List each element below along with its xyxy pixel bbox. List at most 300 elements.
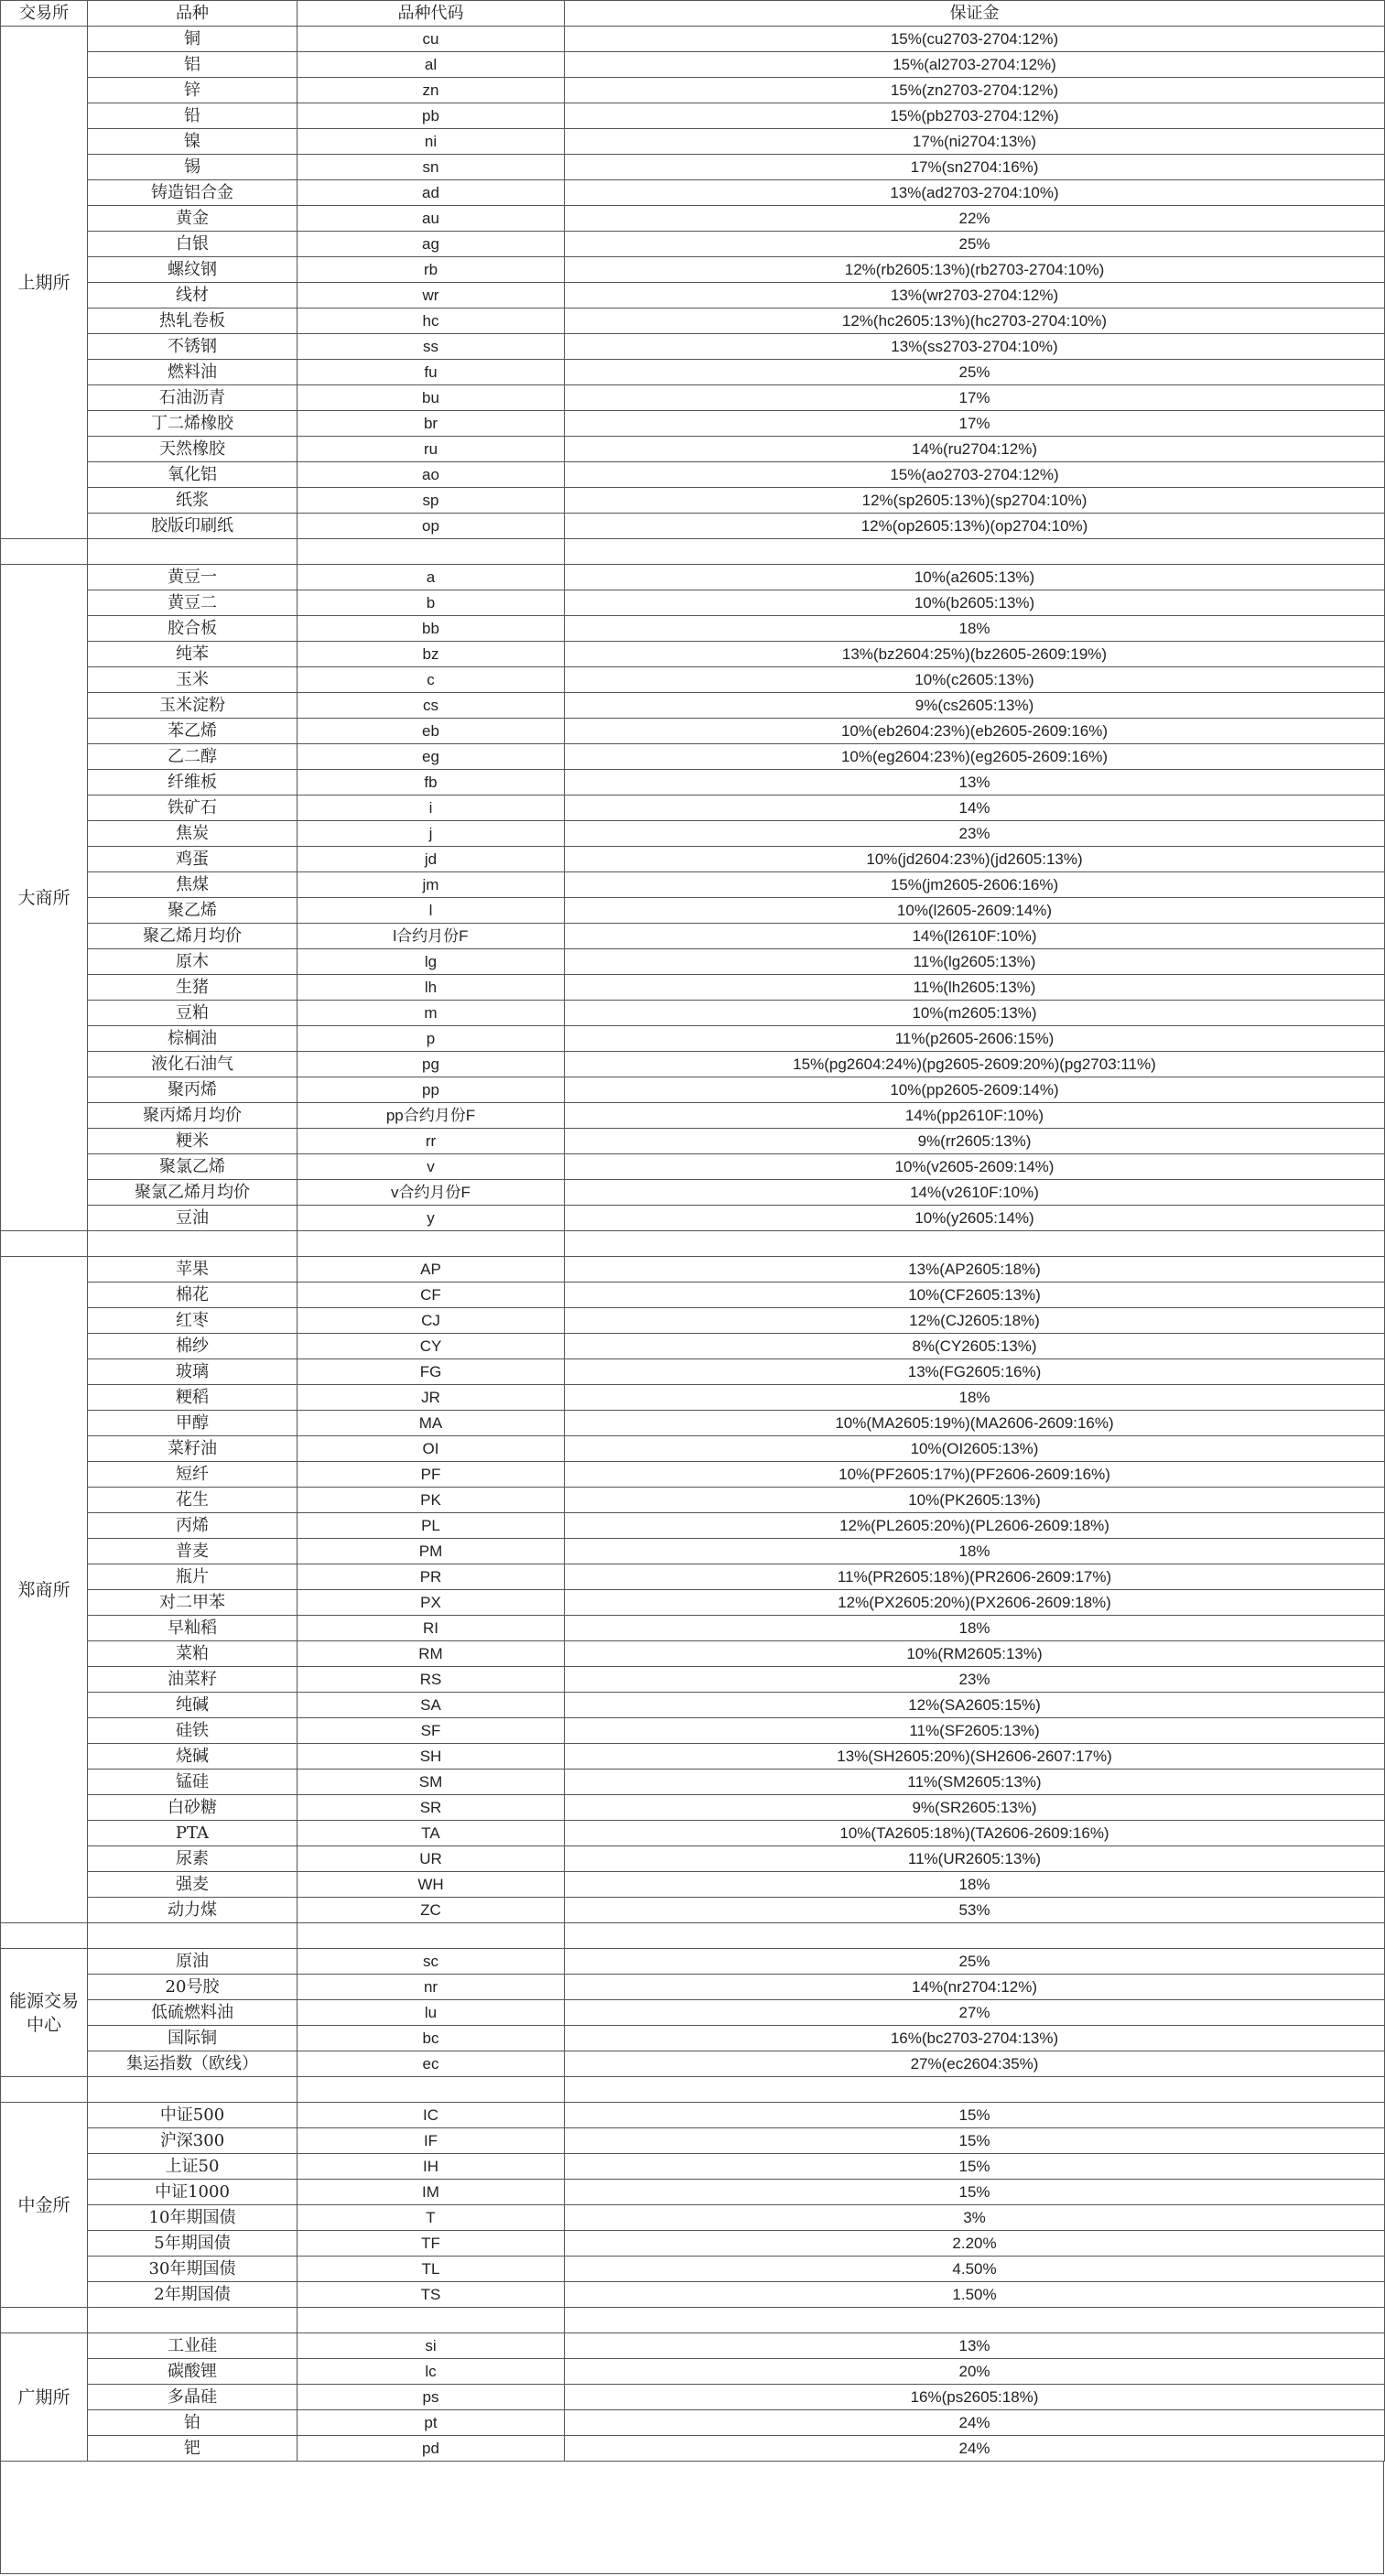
code-cell: RM <box>298 1641 565 1667</box>
margin-cell: 4.50% <box>565 2257 1385 2282</box>
variety-cell: 玉米淀粉 <box>88 693 298 719</box>
code-cell: jm <box>298 872 565 898</box>
margin-cell: 15%(pb2703-2704:12%) <box>565 103 1385 129</box>
table-row <box>1 2257 1385 2282</box>
variety-cell: 石油沥青 <box>88 385 298 411</box>
empty-cell <box>88 1231 298 1257</box>
variety-cell: 苯乙烯 <box>88 719 298 744</box>
margin-cell: 2.20% <box>565 2231 1385 2257</box>
code-cell: PK <box>298 1488 565 1513</box>
margin-cell: 15%(zn2703-2704:12%) <box>565 78 1385 103</box>
variety-cell: 白砂糖 <box>88 1795 298 1821</box>
margin-cell: 16%(ps2605:18%) <box>565 2385 1385 2410</box>
variety-cell: 10年期国债 <box>88 2205 298 2231</box>
margin-cell: 10%(y2605:14%) <box>565 1206 1385 1231</box>
margin-cell: 10%(v2605-2609:14%) <box>565 1154 1385 1180</box>
table-row <box>1 2231 1385 2257</box>
variety-cell: 苹果 <box>88 1257 298 1283</box>
code-cell: ss <box>298 334 565 360</box>
margin-cell: 20% <box>565 2359 1385 2385</box>
variety-cell: 铂 <box>88 2410 298 2436</box>
table-row <box>1 2051 1385 2077</box>
variety-cell: 锌 <box>88 78 298 103</box>
margin-cell: 13%(FG2605:16%) <box>565 1359 1385 1385</box>
variety-cell: 聚氯乙烯 <box>88 1154 298 1180</box>
variety-cell: 天然橡胶 <box>88 437 298 462</box>
code-cell: y <box>298 1206 565 1231</box>
table-row <box>1 1949 1385 1975</box>
empty-cell <box>88 1923 298 1949</box>
margin-cell: 11%(SM2605:13%) <box>565 1770 1385 1795</box>
variety-cell: 燃料油 <box>88 360 298 385</box>
margin-cell: 12%(rb2605:13%)(rb2703-2704:10%) <box>565 257 1385 283</box>
variety-cell: 不锈钢 <box>88 334 298 360</box>
variety-cell: 粳稻 <box>88 1385 298 1411</box>
header-margin: 保证金 <box>565 1 1385 27</box>
table-row <box>1 770 1385 796</box>
code-cell: sn <box>298 155 565 180</box>
table-row <box>1 385 1385 411</box>
variety-cell: 菜籽油 <box>88 1436 298 1462</box>
code-cell: IM <box>298 2180 565 2205</box>
table-row <box>1 1436 1385 1462</box>
margin-cell: 14% <box>565 796 1385 821</box>
table-row <box>1 872 1385 898</box>
margin-cell: 13% <box>565 770 1385 796</box>
table-row <box>1 949 1385 975</box>
table-row <box>1 693 1385 719</box>
empty-cell <box>565 2077 1385 2103</box>
table-row <box>1 2154 1385 2180</box>
variety-cell: 瓶片 <box>88 1564 298 1590</box>
code-cell: CF <box>298 1283 565 1308</box>
margin-cell: 15%(pg2604:24%)(pg2605-2609:20%)(pg2703:11%) <box>565 1052 1385 1077</box>
margin-cell: 12%(CJ2605:18%) <box>565 1308 1385 1334</box>
margin-cell: 13%(wr2703-2704:12%) <box>565 283 1385 308</box>
code-cell: lu <box>298 2000 565 2026</box>
margin-cell: 11%(lg2605:13%) <box>565 949 1385 975</box>
variety-cell: 镍 <box>88 129 298 155</box>
table-row <box>1 2333 1385 2359</box>
table-row <box>1 1667 1385 1693</box>
table-row <box>1 744 1385 770</box>
code-cell: ag <box>298 232 565 257</box>
empty-cell <box>88 2077 298 2103</box>
code-cell: OI <box>298 1436 565 1462</box>
variety-cell: 20号胶 <box>88 1975 298 2000</box>
table-row <box>1 1103 1385 1129</box>
variety-cell: 胶合板 <box>88 616 298 642</box>
table-row <box>1 2180 1385 2205</box>
table-row <box>1 565 1385 590</box>
variety-cell: 丁二烯橡胶 <box>88 411 298 437</box>
table-row <box>1 283 1385 308</box>
table-row <box>1 590 1385 616</box>
variety-cell: 工业硅 <box>88 2333 298 2359</box>
margin-cell: 24% <box>565 2436 1385 2462</box>
code-cell: ZC <box>298 1898 565 1923</box>
table-row <box>1 2000 1385 2026</box>
header-code: 品种代码 <box>298 1 565 27</box>
code-cell: sp <box>298 488 565 514</box>
margin-cell: 10%(TA2605:18%)(TA2606-2609:16%) <box>565 1821 1385 1846</box>
table-row <box>1 257 1385 283</box>
code-cell: WH <box>298 1872 565 1898</box>
margin-cell: 18% <box>565 1539 1385 1564</box>
table-row <box>1 1206 1385 1231</box>
margin-cell: 16%(bc2703-2704:13%) <box>565 2026 1385 2051</box>
variety-cell: 豆油 <box>88 1206 298 1231</box>
margin-cell: 18% <box>565 1385 1385 1411</box>
code-cell: l <box>298 898 565 924</box>
variety-cell: 钯 <box>88 2436 298 2462</box>
margin-cell: 10%(eb2604:23%)(eb2605-2609:16%) <box>565 719 1385 744</box>
code-cell: lg <box>298 949 565 975</box>
code-cell: TS <box>298 2282 565 2308</box>
table-row <box>1 1821 1385 1846</box>
margin-cell: 15%(jm2605-2606:16%) <box>565 872 1385 898</box>
variety-cell: 胶版印刷纸 <box>88 514 298 539</box>
code-cell: IF <box>298 2128 565 2154</box>
variety-cell: 铝 <box>88 52 298 78</box>
code-cell: ao <box>298 462 565 488</box>
margin-cell: 9%(SR2605:13%) <box>565 1795 1385 1821</box>
table-row <box>1 616 1385 642</box>
code-cell: al <box>298 52 565 78</box>
spacer-row <box>1 1923 1385 1949</box>
table-row <box>1 1718 1385 1744</box>
code-cell: CJ <box>298 1308 565 1334</box>
variety-cell: 红枣 <box>88 1308 298 1334</box>
margin-cell: 12%(PL2605:20%)(PL2606-2609:18%) <box>565 1513 1385 1539</box>
table-row <box>1 411 1385 437</box>
code-cell: nr <box>298 1975 565 2000</box>
code-cell: IC <box>298 2103 565 2128</box>
margin-cell: 14%(nr2704:12%) <box>565 1975 1385 2000</box>
variety-cell: 强麦 <box>88 1872 298 1898</box>
margin-cell: 15% <box>565 2180 1385 2205</box>
variety-cell: 聚丙烯月均价 <box>88 1103 298 1129</box>
code-cell: AP <box>298 1257 565 1283</box>
margin-cell: 13%(SH2605:20%)(SH2606-2607:17%) <box>565 1744 1385 1770</box>
variety-cell: 对二甲苯 <box>88 1590 298 1616</box>
variety-cell: 原油 <box>88 1949 298 1975</box>
exchange-cell: 广期所 <box>1 2333 88 2462</box>
margin-cell: 18% <box>565 1872 1385 1898</box>
code-cell: SM <box>298 1770 565 1795</box>
margin-cell: 17% <box>565 385 1385 411</box>
table-row <box>1 1077 1385 1103</box>
variety-cell: 焦炭 <box>88 821 298 847</box>
empty-cell <box>565 2308 1385 2333</box>
margin-cell: 15%(al2703-2704:12%) <box>565 52 1385 78</box>
code-cell: UR <box>298 1846 565 1872</box>
table-row <box>1 642 1385 667</box>
variety-cell: 铜 <box>88 27 298 52</box>
table-row <box>1 52 1385 78</box>
variety-cell: 黄金 <box>88 206 298 232</box>
table-row <box>1 719 1385 744</box>
table-row <box>1 1411 1385 1436</box>
variety-cell: 乙二醇 <box>88 744 298 770</box>
table-row <box>1 1283 1385 1308</box>
table-row <box>1 1257 1385 1283</box>
margin-cell: 12%(PX2605:20%)(PX2606-2609:18%) <box>565 1590 1385 1616</box>
code-cell: sc <box>298 1949 565 1975</box>
variety-cell: 生猪 <box>88 975 298 1001</box>
code-cell: TF <box>298 2231 565 2257</box>
margin-cell: 10%(c2605:13%) <box>565 667 1385 693</box>
empty-cell <box>298 539 565 565</box>
table-row <box>1 129 1385 155</box>
margin-cell: 10%(pp2605-2609:14%) <box>565 1077 1385 1103</box>
code-cell: RI <box>298 1616 565 1641</box>
code-cell: SF <box>298 1718 565 1744</box>
code-cell: fb <box>298 770 565 796</box>
table-row <box>1 1590 1385 1616</box>
code-cell: JR <box>298 1385 565 1411</box>
code-cell: au <box>298 206 565 232</box>
margin-cell: 24% <box>565 2410 1385 2436</box>
margin-cell: 18% <box>565 1616 1385 1641</box>
variety-cell: 黄豆二 <box>88 590 298 616</box>
variety-cell: 豆粕 <box>88 1001 298 1026</box>
code-cell: jd <box>298 847 565 872</box>
table-row <box>1 1513 1385 1539</box>
code-cell: p <box>298 1026 565 1052</box>
code-cell: ni <box>298 129 565 155</box>
margin-cell: 17% <box>565 411 1385 437</box>
table-row <box>1 1308 1385 1334</box>
margin-cell: 27% <box>565 2000 1385 2026</box>
variety-cell: 纯苯 <box>88 642 298 667</box>
table-row <box>1 1052 1385 1077</box>
table-row <box>1 2205 1385 2231</box>
code-cell: pp合约月份F <box>298 1103 565 1129</box>
table-row <box>1 27 1385 52</box>
code-cell: PX <box>298 1590 565 1616</box>
code-cell: m <box>298 1001 565 1026</box>
empty-cell <box>565 1231 1385 1257</box>
code-cell: RS <box>298 1667 565 1693</box>
table-row <box>1 155 1385 180</box>
margin-cell: 18% <box>565 616 1385 642</box>
table-row <box>1 232 1385 257</box>
table-row <box>1 667 1385 693</box>
variety-cell: 棉纱 <box>88 1334 298 1359</box>
code-cell: ps <box>298 2385 565 2410</box>
variety-cell: 30年期国债 <box>88 2257 298 2282</box>
variety-cell: 棕榈油 <box>88 1026 298 1052</box>
variety-cell: 线材 <box>88 283 298 308</box>
variety-cell: 黄豆一 <box>88 565 298 590</box>
code-cell: fu <box>298 360 565 385</box>
spacer-row <box>1 539 1385 565</box>
margin-table-body <box>1 1 1385 2462</box>
empty-cell <box>298 2077 565 2103</box>
table-row <box>1 1539 1385 1564</box>
margin-cell: 15% <box>565 2154 1385 2180</box>
variety-cell: 动力煤 <box>88 1898 298 1923</box>
margin-cell: 15% <box>565 2128 1385 2154</box>
margin-cell: 14%(l2610F:10%) <box>565 924 1385 949</box>
variety-cell: 原木 <box>88 949 298 975</box>
code-cell: pt <box>298 2410 565 2436</box>
code-cell: b <box>298 590 565 616</box>
table-row <box>1 1693 1385 1718</box>
code-cell: j <box>298 821 565 847</box>
variety-cell: 氧化铝 <box>88 462 298 488</box>
code-cell: CY <box>298 1334 565 1359</box>
margin-cell: 10%(a2605:13%) <box>565 565 1385 590</box>
variety-cell: 锰硅 <box>88 1770 298 1795</box>
variety-cell: 粳米 <box>88 1129 298 1154</box>
variety-cell: 铅 <box>88 103 298 129</box>
variety-cell: 玉米 <box>88 667 298 693</box>
margin-cell: 15%(ao2703-2704:12%) <box>565 462 1385 488</box>
table-row <box>1 2103 1385 2128</box>
margin-cell: 25% <box>565 360 1385 385</box>
variety-cell: 热轧卷板 <box>88 308 298 334</box>
table-row <box>1 334 1385 360</box>
code-cell: FG <box>298 1359 565 1385</box>
code-cell: eg <box>298 744 565 770</box>
margin-cell: 12%(sp2605:13%)(sp2704:10%) <box>565 488 1385 514</box>
code-cell: bu <box>298 385 565 411</box>
margin-cell: 8%(CY2605:13%) <box>565 1334 1385 1359</box>
margin-cell: 15% <box>565 2103 1385 2128</box>
margin-cell: 11%(p2605-2606:15%) <box>565 1026 1385 1052</box>
table-row <box>1 308 1385 334</box>
variety-cell: 菜粕 <box>88 1641 298 1667</box>
variety-cell: 2年期国债 <box>88 2282 298 2308</box>
table-row <box>1 1795 1385 1821</box>
code-cell: SR <box>298 1795 565 1821</box>
empty-cell <box>1 1231 88 1257</box>
margin-cell: 10%(PF2605:17%)(PF2606-2609:16%) <box>565 1462 1385 1488</box>
margin-cell: 12%(SA2605:15%) <box>565 1693 1385 1718</box>
table-row <box>1 488 1385 514</box>
code-cell: a <box>298 565 565 590</box>
margin-cell: 23% <box>565 1667 1385 1693</box>
table-row <box>1 206 1385 232</box>
margin-cell: 17%(sn2704:16%) <box>565 155 1385 180</box>
table-row <box>1 1564 1385 1590</box>
margin-cell: 13%(ad2703-2704:10%) <box>565 180 1385 206</box>
margin-cell: 10%(OI2605:13%) <box>565 1436 1385 1462</box>
exchange-cell: 中金所 <box>1 2103 88 2308</box>
code-cell: cs <box>298 693 565 719</box>
variety-cell: 铁矿石 <box>88 796 298 821</box>
table-row <box>1 1154 1385 1180</box>
table-row <box>1 1616 1385 1641</box>
variety-cell: 丙烯 <box>88 1513 298 1539</box>
empty-cell <box>298 1923 565 1949</box>
empty-cell <box>1 2308 88 2333</box>
empty-cell <box>1 2077 88 2103</box>
variety-cell: 5年期国债 <box>88 2231 298 2257</box>
code-cell: rb <box>298 257 565 283</box>
code-cell: pp <box>298 1077 565 1103</box>
variety-cell: 国际铜 <box>88 2026 298 2051</box>
table-row <box>1 1744 1385 1770</box>
variety-cell: 上证50 <box>88 2154 298 2180</box>
table-row <box>1 514 1385 539</box>
code-cell: br <box>298 411 565 437</box>
code-cell: bb <box>298 616 565 642</box>
table-row <box>1 1462 1385 1488</box>
code-cell: MA <box>298 1411 565 1436</box>
variety-cell: 玻璃 <box>88 1359 298 1385</box>
margin-cell: 11%(PR2605:18%)(PR2606-2609:17%) <box>565 1564 1385 1590</box>
code-cell: ru <box>298 437 565 462</box>
margin-cell: 1.50% <box>565 2282 1385 2308</box>
margin-cell: 10%(eg2604:23%)(eg2605-2609:16%) <box>565 744 1385 770</box>
exchange-cell: 能源交易中心 <box>1 1949 88 2077</box>
spacer-row <box>1 1231 1385 1257</box>
margin-cell: 12%(hc2605:13%)(hc2703-2704:10%) <box>565 308 1385 334</box>
code-cell: cu <box>298 27 565 52</box>
exchange-cell: 郑商所 <box>1 1257 88 1923</box>
exchange-cell: 大商所 <box>1 565 88 1231</box>
table-row <box>1 180 1385 206</box>
table-row <box>1 2128 1385 2154</box>
code-cell: TL <box>298 2257 565 2282</box>
table-row <box>1 437 1385 462</box>
variety-cell: 普麦 <box>88 1539 298 1564</box>
margin-cell: 10%(CF2605:13%) <box>565 1283 1385 1308</box>
table-row <box>1 1641 1385 1667</box>
code-cell: v <box>298 1154 565 1180</box>
variety-cell: 纯碱 <box>88 1693 298 1718</box>
variety-cell: 聚氯乙烯月均价 <box>88 1180 298 1206</box>
variety-cell: 集运指数（欧线） <box>88 2051 298 2077</box>
table-row <box>1 2385 1385 2410</box>
table-row <box>1 1334 1385 1359</box>
variety-cell: 低硫燃料油 <box>88 2000 298 2026</box>
margin-cell: 27%(ec2604:35%) <box>565 2051 1385 2077</box>
margin-cell: 11%(UR2605:13%) <box>565 1846 1385 1872</box>
table-row <box>1 1770 1385 1795</box>
code-cell: IH <box>298 2154 565 2180</box>
table-row <box>1 1872 1385 1898</box>
margin-cell: 11%(SF2605:13%) <box>565 1718 1385 1744</box>
table-row <box>1 78 1385 103</box>
variety-cell: 纸浆 <box>88 488 298 514</box>
margin-cell: 17%(ni2704:13%) <box>565 129 1385 155</box>
variety-cell: 纤维板 <box>88 770 298 796</box>
table-row <box>1 796 1385 821</box>
margin-cell: 15%(cu2703-2704:12%) <box>565 27 1385 52</box>
table-row <box>1 2359 1385 2385</box>
variety-cell: 早籼稻 <box>88 1616 298 1641</box>
variety-cell: 聚乙烯 <box>88 898 298 924</box>
code-cell: ec <box>298 2051 565 2077</box>
variety-cell: 聚丙烯 <box>88 1077 298 1103</box>
variety-cell: 中证1000 <box>88 2180 298 2205</box>
margin-cell: 25% <box>565 232 1385 257</box>
variety-cell: 锡 <box>88 155 298 180</box>
table-row <box>1 2026 1385 2051</box>
margin-cell: 53% <box>565 1898 1385 1923</box>
margin-cell: 11%(lh2605:13%) <box>565 975 1385 1001</box>
blank-footer-area <box>0 2462 1384 2574</box>
code-cell: l合约月份F <box>298 924 565 949</box>
variety-cell: 鸡蛋 <box>88 847 298 872</box>
code-cell: hc <box>298 308 565 334</box>
code-cell: v合约月份F <box>298 1180 565 1206</box>
code-cell: eb <box>298 719 565 744</box>
